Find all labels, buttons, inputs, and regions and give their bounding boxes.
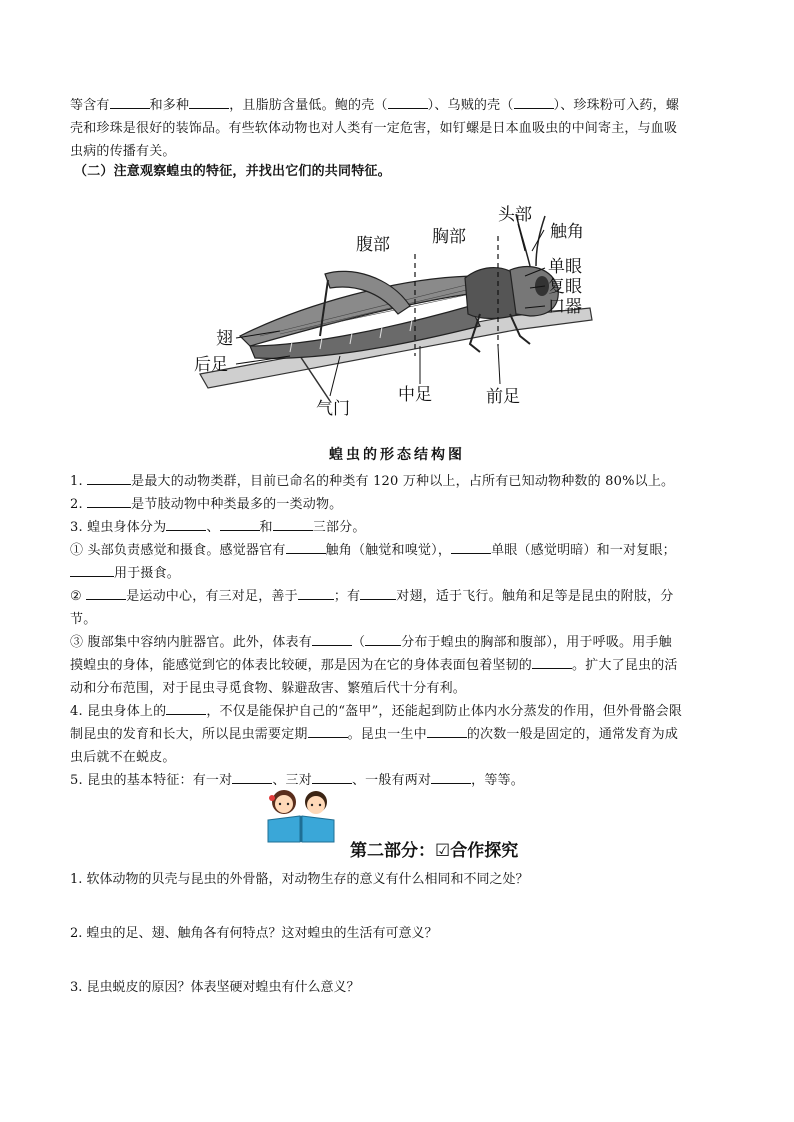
label-mouthparts: 口器: [548, 297, 582, 317]
label-middle-leg: 中足: [398, 385, 432, 405]
blank: [166, 516, 206, 531]
item-3: [70, 516, 730, 539]
intro-text: 虫病的传播有关。: [70, 144, 176, 159]
girl-face: [275, 795, 293, 813]
blank: [87, 493, 131, 508]
label-wing: 翅: [216, 329, 233, 349]
blank: [451, 539, 491, 554]
item-text: 动和分布范围，对于昆虫寻觅食物、躲避敌害、繁殖后代十分有利。: [70, 681, 467, 696]
label-hind-leg: 后足: [194, 355, 228, 375]
part2-title: 第二部分：☑合作探究: [350, 841, 519, 861]
blank: [110, 94, 150, 109]
item-text: 、三对: [272, 773, 312, 788]
leader-line: [518, 224, 525, 251]
item-text: 3. 蝗虫身体分为: [70, 520, 167, 535]
label-head: 头部: [498, 205, 532, 225]
item-text: 是节肢动物中种类最多的一类动物。: [131, 497, 343, 512]
grasshopper-diagram: [180, 196, 620, 424]
label-antenna: 触角: [550, 222, 584, 242]
book-icon: [302, 816, 334, 842]
intro-text: 壳和珍珠是很好的装饰品。有些软体动物也对人类有一定危害，如钉螺是日本血吸虫的中间寄主，与血吸: [70, 121, 678, 136]
item-5: [70, 769, 730, 792]
label-thorax: 胸部: [432, 227, 466, 247]
item-number: 1.: [70, 474, 83, 489]
blank: [232, 769, 272, 784]
item-text: 。扩大了昆虫的活: [572, 658, 678, 673]
item-text: ① 头部负责感觉和摄食。感觉器官有: [70, 543, 286, 558]
boy-face: [307, 796, 325, 814]
item-text: 制昆虫的发育和长大，所以昆虫需要定期: [70, 727, 308, 742]
label-front-leg: 前足: [486, 387, 520, 407]
intro-text: 和多种: [149, 98, 190, 113]
diagram-caption: 蝗虫的形态结构图: [329, 447, 465, 463]
blank: [312, 631, 352, 646]
item-number: 2.: [70, 497, 83, 512]
item-text: ②: [70, 589, 82, 604]
blank: [308, 723, 348, 738]
item-text: 是最大的动物类群，目前已命名的种类有 120 万种以上，占所有已知动物种数的 80%以上。: [131, 474, 675, 489]
intro-text: ，且脂肪含量低。鲍的壳（: [229, 98, 388, 113]
blank: [431, 769, 471, 784]
blank: [365, 631, 401, 646]
blank: [189, 94, 229, 109]
blank: [388, 94, 428, 109]
item-text: 4. 昆虫身体上的: [70, 704, 167, 719]
blank: [532, 654, 572, 669]
item-text: 节。: [70, 612, 97, 627]
label-abdomen: 腹部: [356, 235, 390, 255]
blank: [70, 562, 114, 577]
blank: [298, 585, 334, 600]
item-text: 5. 昆虫的基本特征：有一对: [70, 773, 233, 788]
subitem-2: [70, 585, 730, 631]
blank: [273, 516, 313, 531]
subitem-3: [70, 631, 730, 700]
blank: [427, 723, 467, 738]
item-text: 触角（触觉和嗅觉），: [325, 543, 452, 558]
intro-text: 等含有: [70, 98, 110, 113]
subsection-heading: （二）注意观察蝗虫的特征，并找出它们的共同特征。: [74, 164, 391, 179]
label-compound-eye: 复眼: [548, 277, 582, 297]
item-4: [70, 700, 730, 769]
item-2: [70, 493, 730, 516]
item-text: 分布于蝗虫的胸部和腹部），用于呼吸。用手触: [401, 635, 672, 650]
subitem-1: [70, 539, 730, 585]
item-text: 是运动中心，有三对足，善于: [126, 589, 298, 604]
item-text: 的次数一般是固定的，通常发育为成: [466, 727, 679, 742]
label-spiracle: 气门: [316, 399, 350, 419]
blank: [360, 585, 396, 600]
blank: [312, 769, 352, 784]
item-text: 摸蝗虫的身体，能感觉到它的体表比较硬，那是因为在它的身体表面包着坚韧的: [70, 658, 533, 673]
girl-bow: [269, 795, 275, 801]
intro-paragraph: [70, 94, 730, 163]
item-text: 和: [259, 520, 273, 535]
blank: [86, 585, 126, 600]
question-1: 1. 软体动物的贝壳与昆虫的外骨骼，对动物生存的意义有什么相同和不同之处？: [70, 872, 529, 887]
item-text: 三部分。: [312, 520, 366, 535]
book-icon: [268, 816, 300, 842]
question-2: 2. 蝗虫的足、翅、触角各有何特点？这对蝗虫的生活有可意义？: [70, 926, 438, 941]
item-text: 、一般有两对: [351, 773, 432, 788]
item-text: （: [351, 635, 366, 650]
blank: [286, 539, 326, 554]
question-3: 3. 昆虫蜕皮的原因？体表坚硬对蝗虫有什么意义？: [70, 980, 360, 995]
blank: [166, 700, 206, 715]
leader-line: [498, 346, 500, 384]
blank: [87, 470, 131, 485]
blank: [514, 94, 554, 109]
girl-eye: [287, 803, 289, 805]
item-text: ；有: [333, 589, 361, 604]
item-text: 用于摄食。: [114, 566, 181, 581]
item-text: ，不仅是能保护自己的“盔甲”，还能起到防止体内水分蒸发的作用，但外骨骼会限: [206, 704, 683, 719]
intro-text: ）、珍珠粉可入药，螺: [553, 98, 680, 113]
item-text: 。昆虫一生中: [347, 727, 427, 742]
label-simple-eye: 单眼: [548, 257, 582, 277]
item-text: 对翅，适于飞行。触角和足等是昆虫的附肢，分: [396, 589, 674, 604]
item-text: ，等等。: [471, 773, 524, 788]
intro-text: ）、乌贼的壳（: [427, 98, 514, 113]
item-text: 、: [206, 520, 220, 535]
item-text: ③ 腹部集中容纳内脏器官。此外，体表有: [70, 635, 312, 650]
item-text: 单眼（感觉明暗）和一对复眼；: [491, 543, 676, 558]
item-1: [70, 470, 730, 493]
blank: [220, 516, 260, 531]
boy-eye: [319, 804, 321, 806]
boy-eye: [311, 804, 313, 806]
girl-eye: [279, 803, 281, 805]
kids-reading-illustration: [264, 786, 338, 844]
item-text: 虫后就不在蜕皮。: [70, 750, 176, 765]
